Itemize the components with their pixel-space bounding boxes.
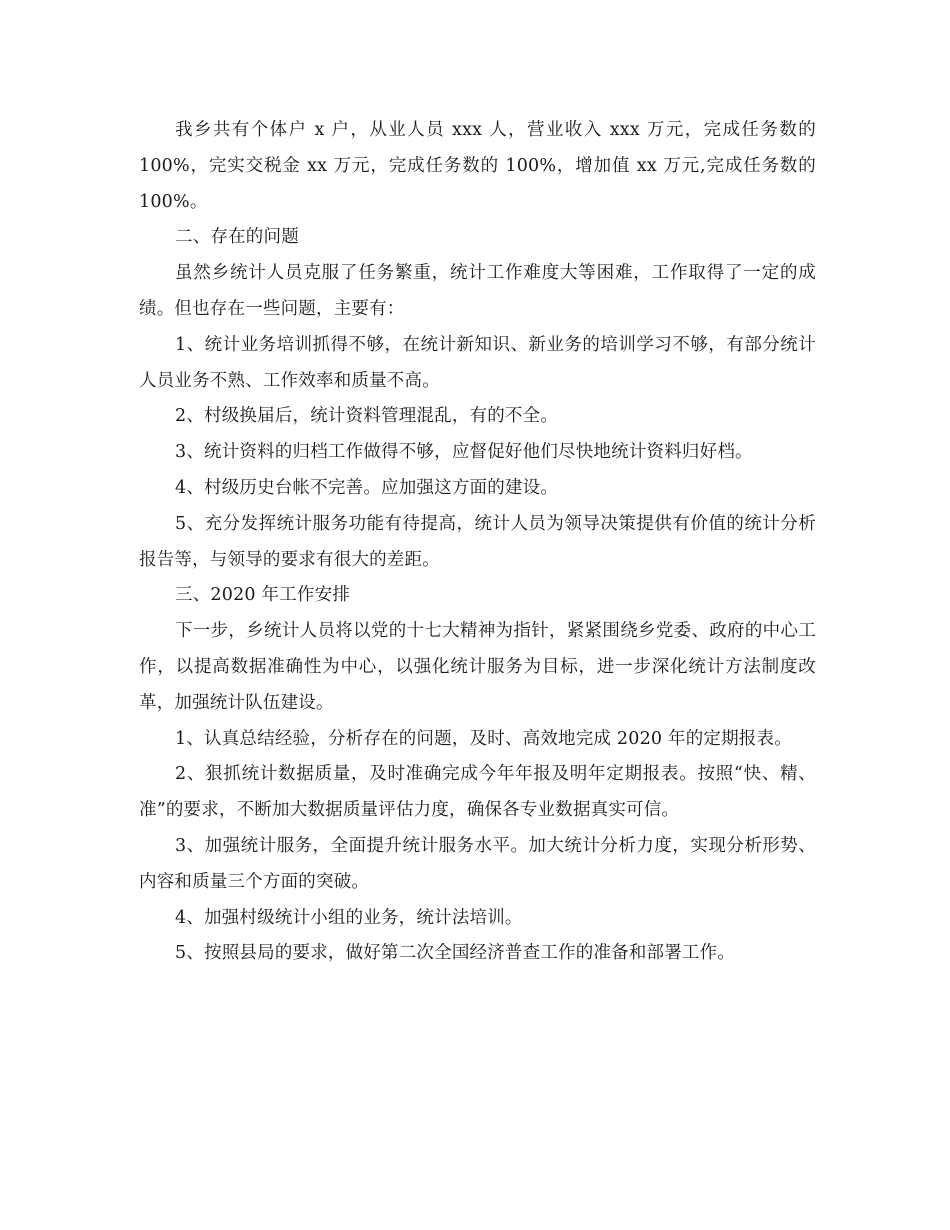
list-item-plan-5: 5、按照县局的要求，做好第二次全国经济普查工作的准备和部署工作。 [175, 943, 736, 964]
paragraph-problems-intro: 虽然乡统计人员克服了任务繁重，统计工作难度大等困难，工作取得了一定的成绩。但也存在一些问题，主要有： [139, 263, 816, 319]
list-item-problem-4: 4、村级历史台帐不完善。应加强这方面的建设。 [175, 477, 559, 498]
paragraph-plan-intro: 下一步，乡统计人员将以党的十七大精神为指针，紧紧围绕乡党委、政府的中心工作，以提高数据准确性为中心，以强化统计服务为目标，进一步深化统计方法制度改革，加强统计队伍建设。 [139, 621, 816, 713]
list-item-problem-3: 3、统计资料的归档工作做得不够，应督促好他们尽快地统计资料归好档。 [175, 442, 753, 463]
list-item-plan-1: 1、认真总结经验，分析存在的问题，及时、高效地完成 2020 年的定期报表。 [175, 728, 792, 749]
paragraph-business-summary: 我乡共有个体户 x 户，从业人员 xxx 人，营业收入 xxx 万元，完成任务数的100%，完实交税金 xx 万元，完成任务数的 100%，增加值 xx 万元,完成任务数的100%。 [139, 120, 816, 212]
heading-existing-problems: 二、存在的问题 [175, 227, 299, 248]
list-item-plan-3: 3、加强统计服务，全面提升统计服务水平。加大统计分析力度，实现分析形势、内容和质量三个方面的突破。 [139, 835, 816, 892]
list-item-problem-5: 5、充分发挥统计服务功能有待提高，统计人员为领导决策提供有价值的统计分析报告等，与领导的要求有很大的差距。 [139, 513, 816, 570]
document-body [139, 113, 816, 972]
list-item-problem-1: 1、统计业务培训抓得不够，在统计新知识、新业务的培训学习不够，有部分统计人员业务不熟、工作效率和质量不高。 [139, 334, 816, 391]
list-item-plan-2: 2、狠抓统计数据质量，及时准确完成今年年报及明年定期报表。按照“快、精、准”的要求，不断加大数据质量评估力度，确保各专业数据真实可信。 [139, 764, 816, 821]
heading-2020-work-plan: 三、2020 年工作安排 [175, 585, 350, 606]
list-item-problem-2: 2、村级换届后，统计资料管理混乱，有的不全。 [175, 406, 559, 427]
list-item-plan-4: 4、加强村级统计小组的业务，统计法培训。 [175, 907, 523, 928]
